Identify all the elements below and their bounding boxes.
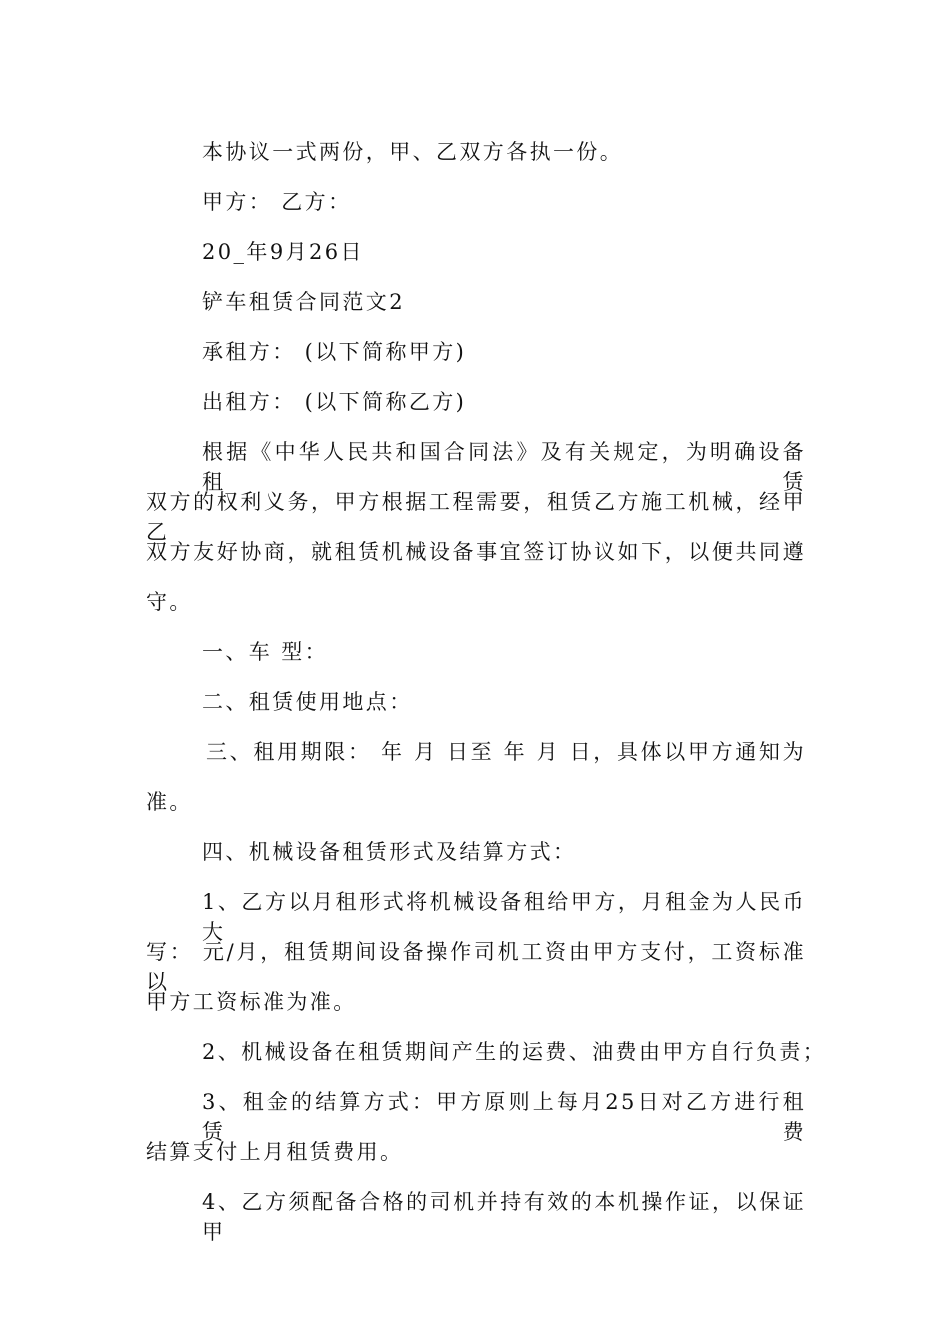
text-line: 二、租赁使用地点： bbox=[202, 690, 413, 714]
text-line: 3、租金的结算方式：甲方原则上每月25日对乙方进行租赁费 bbox=[202, 1090, 806, 1144]
text-line: 根据《中华人民共和国合同法》及有关规定，为明确设备租赁 bbox=[202, 440, 806, 494]
text-line: 一、车 型： bbox=[202, 640, 329, 664]
text-line: 4、乙方须配备合格的司机并持有效的本机操作证，以保证甲 bbox=[202, 1190, 806, 1244]
text-line: 铲车租赁合同范文2 bbox=[202, 290, 405, 314]
text-line: 甲方： 乙方： bbox=[202, 190, 352, 214]
text-line: 出租方： (以下简称乙方) bbox=[202, 390, 467, 414]
text-line: 2、机械设备在租赁期间产生的运费、油费由甲方自行负责； bbox=[202, 1040, 827, 1064]
text-line: 守。 bbox=[146, 590, 193, 614]
text-line: 四、机械设备租赁形式及结算方式： bbox=[202, 840, 577, 864]
text-line: 20_年9月26日 bbox=[202, 240, 364, 264]
text-line: 双方友好协商，就租赁机械设备事宜签订协议如下，以便共同遵 bbox=[146, 540, 806, 564]
text-line: 写： 元/月，租赁期间设备操作司机工资由甲方支付，工资标准以 bbox=[146, 940, 806, 994]
text-line: 1、乙方以月租形式将机械设备租给甲方，月租金为人民币大 bbox=[202, 890, 806, 944]
text-line: 甲方工资标准为准。 bbox=[146, 990, 357, 1014]
text-line: 三、租用期限： 年 月 日至 年 月 日，具体以甲方通知为 bbox=[206, 740, 806, 764]
text-line: 结算支付上月租赁费用。 bbox=[146, 1140, 404, 1164]
text-line: 双方的权利义务，甲方根据工程需要，租赁乙方施工机械，经甲乙 bbox=[146, 490, 806, 544]
text-line: 准。 bbox=[146, 790, 193, 814]
text-line: 承租方： (以下简称甲方) bbox=[202, 340, 467, 364]
text-line: 本协议一式两份，甲、乙双方各执一份。 bbox=[202, 140, 624, 164]
